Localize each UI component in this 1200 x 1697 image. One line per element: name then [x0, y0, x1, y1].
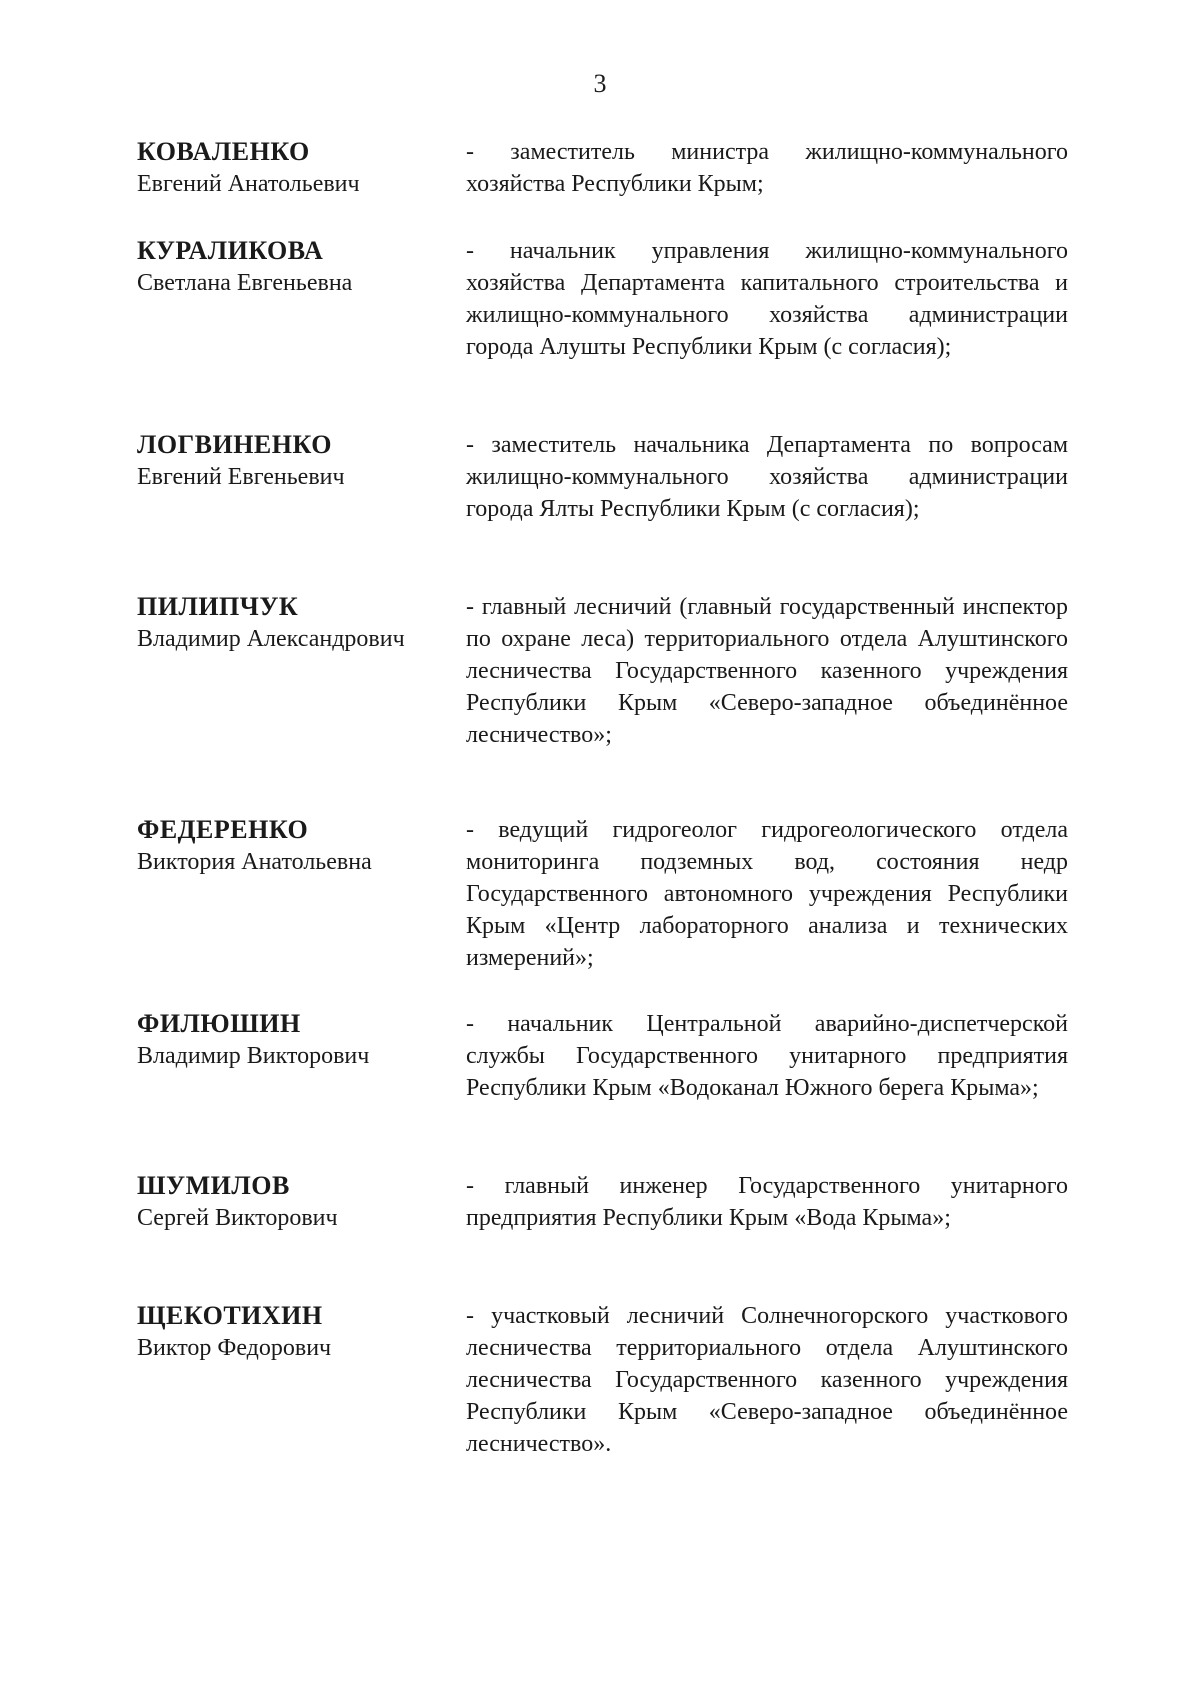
member-surname: ЛОГВИНЕНКО	[137, 430, 332, 459]
page-number: 3	[593, 69, 607, 98]
member-surname: ФИЛЮШИН	[137, 1009, 301, 1038]
member-surname: ШУМИЛОВ	[137, 1171, 290, 1200]
member-position: - начальник управления жилищно-коммунального хозяйства Департамента капитального строительства и жилищно-коммунального хозяйства администрации города Алушты Республики Крым (с согласия);	[466, 238, 1068, 360]
member-name-block	[137, 591, 457, 655]
member-name-block	[137, 235, 457, 299]
member-name-block	[137, 814, 457, 878]
member-given-name: Евгений Анатольевич	[137, 171, 360, 197]
member-name-block	[137, 429, 457, 493]
member-given-name: Владимир Александрович	[137, 626, 405, 652]
member-given-name: Виктор Федорович	[137, 1335, 332, 1361]
member-surname: КУРАЛИКОВА	[137, 236, 324, 265]
member-surname: КОВАЛЕНКО	[137, 137, 310, 166]
member-position: - ведущий гидрогеолог гидрогеологического отдела мониторинга подземных вод, состояния недр Государственного автономного учреждения Республики Крым «Центр лабораторного анализа и технических измерений»;	[466, 817, 1068, 971]
member-surname: ПИЛИПЧУК	[137, 592, 299, 621]
member-given-name: Виктория Анатольевна	[137, 849, 372, 875]
member-position: - участковый лесничий Солнечногорского участкового лесничества территориального отдела Алуштинского лесничества Государственного казенного учреждения Республики Крым «Северо-западное объединённое лесничество».	[466, 1303, 1068, 1457]
member-given-name: Владимир Викторович	[137, 1043, 370, 1069]
member-given-name: Евгений Евгеньевич	[137, 464, 345, 490]
member-position: - начальник Центральной аварийно-диспетчерской службы Государственного унитарного предприятия Республики Крым «Водоканал Южного берега Крыма»;	[466, 1011, 1068, 1101]
member-position: - заместитель министра жилищно-коммунального хозяйства Республики Крым;	[466, 139, 1068, 197]
member-name-block	[137, 1300, 457, 1364]
member-name-block	[137, 1008, 457, 1072]
member-surname: ФЕДЕРЕНКО	[137, 815, 309, 844]
member-position: - заместитель начальника Департамента по вопросам жилищно-коммунального хозяйства администрации города Ялты Республики Крым (с согласия);	[466, 432, 1068, 522]
member-position: - главный инженер Государственного унитарного предприятия Республики Крым «Вода Крыма»;	[466, 1173, 1068, 1231]
member-name-block	[137, 1170, 457, 1234]
member-surname: ЩЕКОТИХИН	[137, 1301, 323, 1330]
member-name-block	[137, 136, 457, 200]
member-given-name: Сергей Викторович	[137, 1205, 338, 1231]
member-position: - главный лесничий (главный государственный инспектор по охране леса) территориального отдела Алуштинского лесничества Государственного казенного учреждения Республики Крым «Северо-западное объединённое лесничество»;	[466, 594, 1068, 748]
member-given-name: Светлана Евгеньевна	[137, 270, 353, 296]
